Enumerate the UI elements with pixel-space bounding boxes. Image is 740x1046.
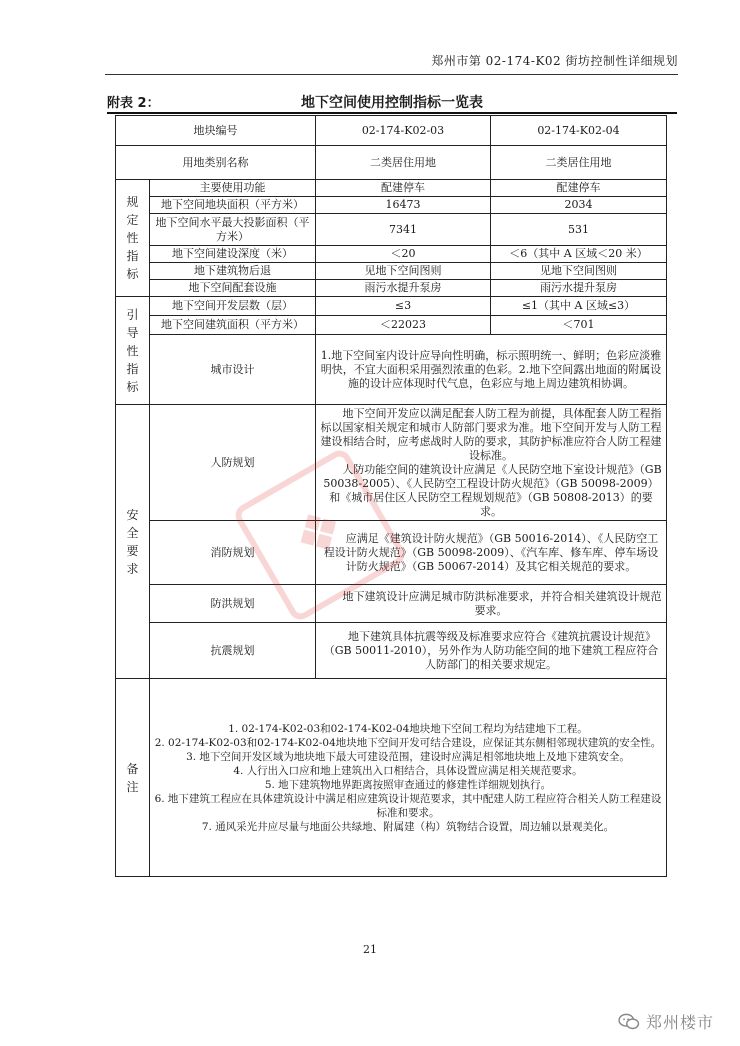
header-rule <box>105 74 678 75</box>
table-row <box>116 316 667 335</box>
table-row <box>116 214 667 246</box>
table-row <box>116 585 667 623</box>
flood-text: 地下建筑设计应满足城市防洪标准要求，并符合相关建筑设计规范要求。 <box>316 585 667 623</box>
land-use-label: 用地类别名称 <box>116 146 316 180</box>
note-item: 2. 02-174-K02-03和02-174-K02-04地块地下空间开发可结合建设，应保证其东侧相邻现状建筑的安全性。 <box>154 736 662 749</box>
appendix-label: 附表 2： <box>107 96 160 111</box>
civil-defense-p2: 人防功能空间的建筑设计应满足《人民防空地下室设计规范》（GB 50038-2005）、《人民防空工程设计防火规范》（GB 50098-2009）和《城市居住区人民防空工程规划规范》（GB 50808-2013）的要求。 <box>323 462 662 518</box>
document-title: 郑州市第 02-174-K02 街坊控制性详细规划 <box>431 54 678 68</box>
safety-category: 安全要求 <box>116 405 150 679</box>
table-row <box>116 623 667 679</box>
notes-category: 备注 <box>116 679 150 877</box>
reg-col1: 见地下空间图则 <box>316 263 491 280</box>
table-row <box>116 197 667 214</box>
table-row <box>116 280 667 297</box>
civil-defense-label: 人防规划 <box>150 405 316 521</box>
note-item: 5. 地下建筑物地界距离按照审查通过的修建性详细规划执行。 <box>264 778 552 791</box>
reg-label: 地下空间配套设施 <box>150 280 316 297</box>
page-number: 21 <box>363 943 377 956</box>
reg-col1: 16473 <box>316 197 491 214</box>
guide-col2: ≤1（其中 A 区域≤3） <box>491 297 667 316</box>
reg-col2: ＜6（其中 A 区域＜20 米） <box>491 246 667 263</box>
flood-label: 防洪规划 <box>150 585 316 623</box>
note-item: 4. 人行出入口应和地上建筑出入口相结合，具体设置应满足相关规范要求。 <box>233 764 583 777</box>
reg-label: 地下空间地块面积（平方米） <box>150 197 316 214</box>
reg-label: 地下空间建设深度（米） <box>150 246 316 263</box>
note-item: 6. 地下建筑工程应在具体建筑设计中满足相应建筑设计规范要求，其中配建人防工程应符合相关人防工程建设标准和要求。 <box>154 792 662 819</box>
table-row <box>116 116 667 146</box>
fire-text: 应满足《建筑设计防火规范》（GB 50016-2014）、《人民防空工程设计防火规范》（GB 50098-2009）、《汽车库、修车库、停车场设计防火规范》（GB 50067-2014）及其它相关规范的要求。 <box>316 521 667 585</box>
note-item: 1. 02-174-K02-03和02-174-K02-04地块地下空间工程均为结建地下工程。 <box>228 722 588 735</box>
table-row <box>116 405 667 521</box>
seismic-text: 地下建筑具体抗震等级及标准要求应符合《建筑抗震设计规范》（GB 50011-2010），另外作为人防功能空间的地下建筑工程应符合人防部门的相关要求规定。 <box>316 623 667 679</box>
guiding-category: 引导性指标 <box>116 297 150 405</box>
reg-label: 地下建筑物后退 <box>150 263 316 280</box>
reg-col2: 2034 <box>491 197 667 214</box>
stamp-watermark: ❖ <box>231 446 409 624</box>
civil-defense-p1: 地下空间开发应以满足配套人防工程为前提，具体配套人防工程指标以国家相关规定和城市人防部门要求为准。地下空间开发与人防工程建设相结合时，应考虑战时人防的要求，其防护标准应符合人防工程建设标准。 <box>320 406 662 462</box>
brand-watermark <box>618 1010 714 1033</box>
guide-label: 地下空间开发层数（层） <box>150 297 316 316</box>
control-index-table <box>115 115 667 877</box>
head-col1: 02-174-K02-03 <box>316 116 491 146</box>
head-label: 地块编号 <box>116 116 316 146</box>
land-use-col2: 二类居住用地 <box>491 146 667 180</box>
reg-col1: 7341 <box>316 214 491 246</box>
table-row <box>116 146 667 180</box>
table-row <box>116 335 667 405</box>
reg-label: 地下空间水平最大投影面积（平方米） <box>150 214 316 246</box>
table-row <box>116 679 667 877</box>
reg-col2: 531 <box>491 214 667 246</box>
urban-design-text: 1.地下空间室内设计应导向性明确，标示照明统一、鲜明；色彩应淡雅明快，不宜大面积采用强烈浓重的色彩。2.地下空间露出地面的附属设施的设计应体现时代气息，色彩应与地上周边建筑相协调。 <box>316 335 667 405</box>
reg-col2: 雨污水提升泵房 <box>491 280 667 297</box>
seismic-label: 抗震规划 <box>150 623 316 679</box>
guide-col2: ＜701 <box>491 316 667 335</box>
reg-col2: 见地下空间图则 <box>491 263 667 280</box>
reg-col1: 配建停车 <box>316 180 491 197</box>
note-item: 7. 通风采光井应尽量与地面公共绿地、附属建（构）筑物结合设置，周边辅以景观美化。 <box>201 820 615 833</box>
note-item: 3. 地下空间开发区域为地块地下最大可建设范围，建设时应满足相邻地块地上及地下建筑安全。 <box>186 750 630 763</box>
guide-label: 地下空间建筑面积（平方米） <box>150 316 316 335</box>
reg-col2: 配建停车 <box>491 180 667 197</box>
table-caption <box>107 92 677 110</box>
table-row <box>116 297 667 316</box>
notes-list <box>150 679 667 877</box>
caption-rule <box>107 112 677 114</box>
guide-col1: ＜22023 <box>316 316 491 335</box>
fire-label: 消防规划 <box>150 521 316 585</box>
wechat-icon <box>618 1013 640 1031</box>
land-use-col1: 二类居住用地 <box>316 146 491 180</box>
table-row <box>116 180 667 197</box>
reg-col1: 雨污水提升泵房 <box>316 280 491 297</box>
reg-label: 主要使用功能 <box>150 180 316 197</box>
table-title: 地下空间使用控制指标一览表 <box>301 95 483 111</box>
regulatory-category: 规定性指标 <box>116 180 150 297</box>
guide-col1: ≤3 <box>316 297 491 316</box>
table-row <box>116 246 667 263</box>
urban-design-label: 城市设计 <box>150 335 316 405</box>
head-col2: 02-174-K02-04 <box>491 116 667 146</box>
table-row <box>116 263 667 280</box>
brand-name: 郑州楼市 <box>645 1013 714 1032</box>
reg-col1: ＜20 <box>316 246 491 263</box>
